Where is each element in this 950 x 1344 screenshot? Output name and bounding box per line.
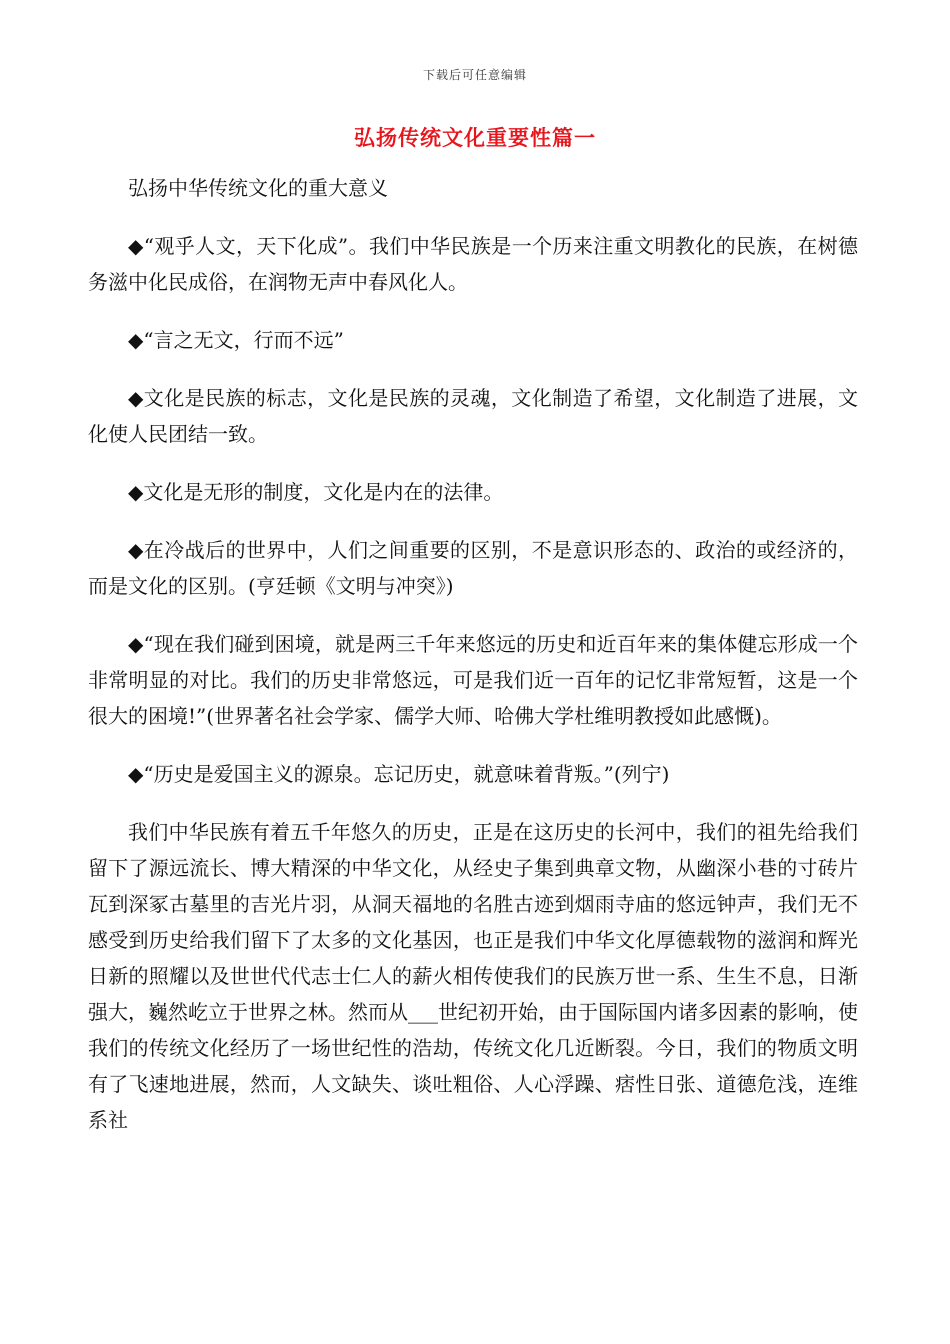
paragraph-history: 我们中华民族有着五千年悠久的历史，正是在这历史的长河中，我们的祖先给我们留下了源远流长、博大精深的中华文化，从经史子集到典章文物，从幽深小巷的寸砖片瓦到深冢古墓里的吉光片羽，从洞天福地的名胜古迹到烟雨寺庙的悠远钟声，我们无不感受到历史给我们留下了太多的文化基因，也正是我们中华文化厚德载物的滋润和辉光日新的照耀以及世世代代志士仁人的薪火相传使我们的民族万世一系、生生不息，日渐强大，巍然屹立于世界之林。然而从___世纪初开始，由于国际国内诸多因素的影响，使我们的传统文化经历了一场世纪性的浩劫，传统文化几近断裂。今日，我们的物质文明有了飞速地进展，然而，人文缺失、谈吐粗俗、人心浮躁、痞性日张、道德危浅，连维系社 — [88, 820, 858, 1132]
document-title: 弘扬传统文化重要性篇一 — [354, 125, 596, 150]
header-note: 下载后可任意编辑 — [422, 68, 527, 82]
document-body — [88, 170, 858, 1160]
paragraph-subtitle: 弘扬中华传统文化的重大意义 — [128, 176, 388, 200]
paragraph-lenin: ◆“历史是爱国主义的源泉。忘记历史，就意味着背叛。”(列宁) — [128, 762, 670, 786]
paragraph-culture-symbol: ◆文化是民族的标志，文化是民族的灵魂，文化制造了希望，文化制造了进展，文化使人民团结一致。 — [88, 386, 858, 446]
paragraph-quote-yanzhi: ◆“言之无文，行而不远” — [128, 328, 344, 352]
paragraph-quote-guanhu: ◆“观乎人文，天下化成”。我们中华民族是一个历来注重文明教化的民族，在树德务滋中化民成俗，在润物无声中春风化人。 — [88, 234, 858, 294]
paragraph-tu-weiming: ◆“现在我们碰到困境，就是两三千年来悠远的历史和近百年来的集体健忘形成一个非常明显的对比。我们的历史非常悠远，可是我们近一百年的记忆非常短暂，这是一个很大的困境!”(世界著名社会学家、儒学大师、哈佛大学杜维明教授如此感慨)。 — [88, 632, 858, 728]
paragraph-huntington: ◆在冷战后的世界中，人们之间重要的区别，不是意识形态的、政治的或经济的，而是文化的区别。(亨廷顿《文明与冲突》) — [88, 538, 858, 598]
paragraph-culture-system: ◆文化是无形的制度，文化是内在的法律。 — [128, 480, 504, 504]
